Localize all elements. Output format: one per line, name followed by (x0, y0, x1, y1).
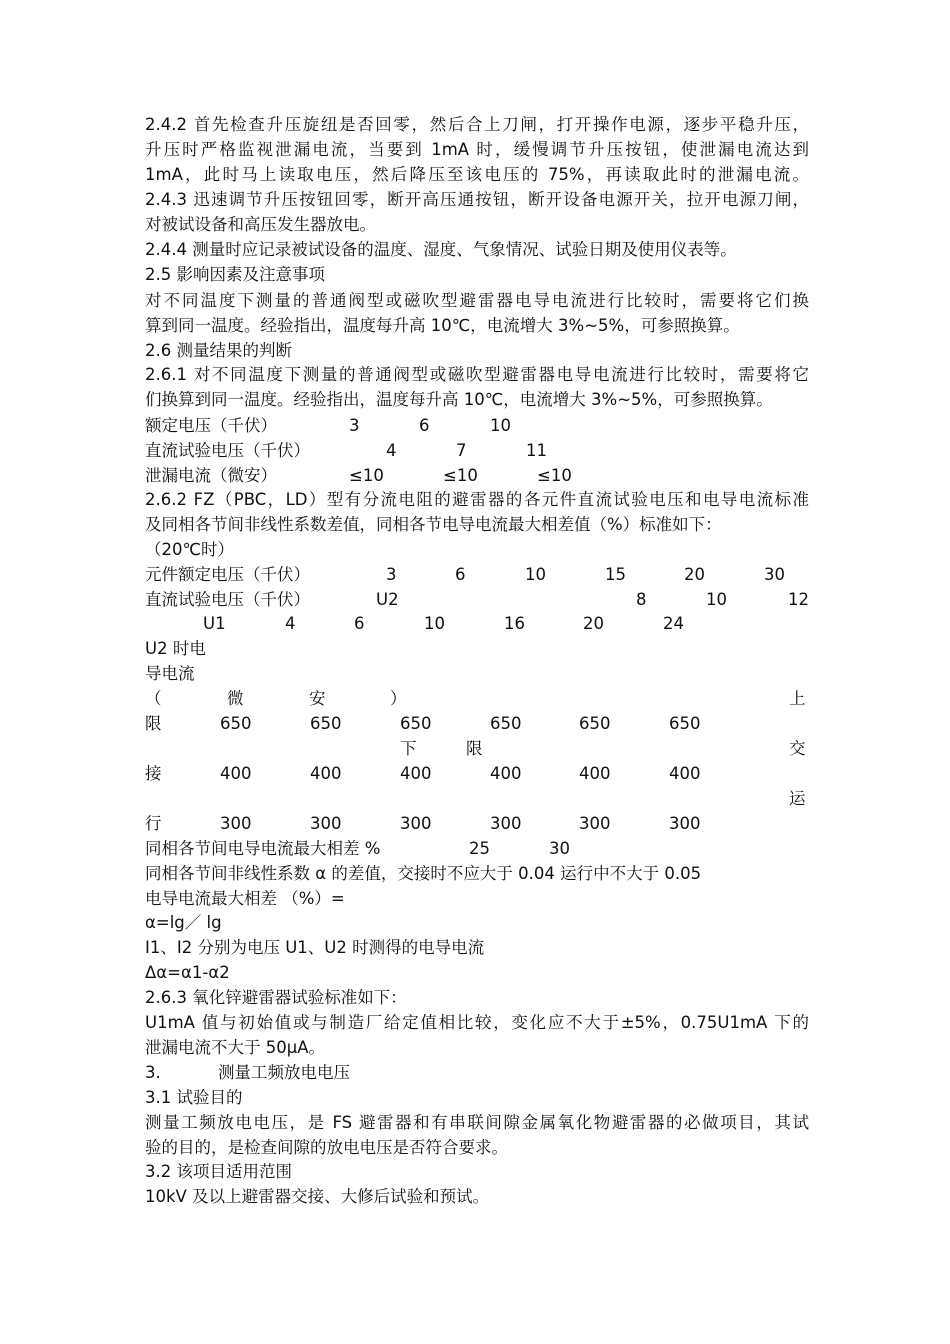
table2-row-operation (0, 811, 950, 836)
table2-cell: 650 (669, 714, 701, 733)
table2-cell: 16 (504, 614, 525, 633)
table2-cell: 24 (663, 614, 684, 633)
table2-cell: 12 (788, 590, 809, 609)
table2-lower-char: 限 (466, 739, 483, 758)
table2-unit-char: 微 (227, 689, 244, 708)
formula-alpha: α=lg／ lg (145, 913, 222, 932)
table2-cell: 25 (469, 839, 490, 858)
table1-cell: 7 (456, 441, 467, 460)
table2-row-label: 行 (145, 814, 162, 833)
table2-row-lower-limit-label (0, 736, 950, 761)
table2-row-label: 限 (145, 714, 162, 733)
table2-cell: 20 (684, 565, 705, 584)
table1-cell: 10 (490, 416, 511, 435)
table2-cell: 6 (354, 614, 365, 633)
table1-row-dc-test-voltage (0, 438, 950, 463)
paragraph-2-5-line: 对不同温度下测量的普通阀型或磁吹型避雷器电导电流进行比较时，需要将它们换 (145, 291, 809, 310)
table2-cell: 8 (636, 590, 647, 609)
table1-row-label: 额定电压（千伏） (145, 416, 277, 435)
table2-unit-char: （ (145, 689, 162, 708)
table2-row-handover (0, 761, 950, 786)
table2-cell: 6 (455, 565, 466, 584)
table2-cell: 300 (669, 814, 701, 833)
table1-row-label: 泄漏电流（微安） (145, 466, 277, 485)
paragraph-max-difference: 电导电流最大相差 （%）= (145, 889, 345, 908)
table2-unit-char: ） (390, 689, 407, 708)
table2-cell: 650 (220, 714, 252, 733)
table2-row-upper-limit (0, 711, 950, 736)
table2-cell: 300 (400, 814, 432, 833)
heading-3-1: 3.1 试验目的 (145, 1088, 243, 1107)
paragraph-2-4-2-line: 1mA，此时马上读取电压，然后降压至该电压的 75%，再读取此时的泄漏电流。 (145, 165, 809, 184)
table2-cell: 10 (525, 565, 546, 584)
table1-cell: 6 (419, 416, 430, 435)
heading-3-2: 3.2 该项目适用范围 (145, 1162, 292, 1181)
table2-cell: 4 (285, 614, 296, 633)
paragraph-alpha-difference: 同相各节间非线性系数 α 的差值，交接时不应大于 0.04 运行中不大于 0.05 (145, 864, 702, 883)
table2-row-max-difference (0, 836, 950, 861)
table2-cell: 300 (490, 814, 522, 833)
paragraph-2-4-4: 2.4.4 测量时应记录被试设备的温度、湿度、气象情况、试验日期及使用仪表等。 (145, 240, 737, 259)
table1-row-rated-voltage (0, 413, 950, 438)
heading-2-6: 2.6 测量结果的判断 (145, 341, 292, 360)
table2-lower-char: 下 (400, 739, 417, 758)
paragraph-3-1-line: 验的目的，是检查间隙的放电电压是否符合要求。 (145, 1138, 508, 1157)
table2-cell: 300 (579, 814, 611, 833)
paragraph-2-4-3-line: 对被试设备和高压发生器放电。 (145, 215, 376, 234)
table1-row-label: 直流试验电压（千伏） (145, 441, 310, 460)
table2-cell: 20 (583, 614, 604, 633)
paragraph-2-6-2-line: 及同相各节间非线性系数差值，同相各节电导电流最大相差值（%）标准如下： (145, 515, 722, 534)
paragraph-2-5-line: 算到同一温度。经验指出，温度每升高 10℃，电流增大 3%~5%，可参照换算。 (145, 316, 740, 335)
table1-cell: 11 (526, 441, 547, 460)
table2-cell: 3 (386, 565, 397, 584)
table2-row-dc-test-voltage (0, 587, 950, 612)
paragraph-2-4-3-line: 2.4.3 迅速调节升压按钮回零，断开高压通按钮，断开设备电源开关，拉开电源刀闸， (145, 190, 809, 209)
table2-cell: 15 (605, 565, 626, 584)
table2-cell: 400 (669, 764, 701, 783)
table1-cell: ≤10 (349, 466, 384, 485)
table2-cell: 30 (549, 839, 570, 858)
formula-delta-alpha: Δα=α1-α2 (145, 963, 230, 982)
paragraph-2-6-1-line: 们换算到同一温度。经验指出，温度每升高 10℃，电流增大 3%~5%，可参照换算。 (145, 390, 773, 409)
table2-lower-char: 交 (789, 739, 806, 758)
table2-row-label: 元件额定电压（千伏） (145, 565, 310, 584)
table2-cell: 650 (310, 714, 342, 733)
paragraph-2-6-2-line: 2.6.2 FZ（PBC，LD）型有分流电阻的避雷器的各元件直流试验电压和电导电流标准 (145, 490, 809, 509)
table2-cell: 650 (579, 714, 611, 733)
table2-cell: 10 (424, 614, 445, 633)
table1-cell: 4 (386, 441, 397, 460)
table2-row-unit (0, 686, 950, 711)
table2-u1-label: U1 (203, 614, 226, 633)
table2-row-label: 同相各节间电导电流最大相差 % (145, 839, 381, 858)
table1-cell: ≤10 (537, 466, 572, 485)
table2-cell: 400 (579, 764, 611, 783)
heading-2-5: 2.5 影响因素及注意事项 (145, 265, 325, 284)
table2-cell: 400 (310, 764, 342, 783)
table2-cell: 300 (220, 814, 252, 833)
table2-cell: 650 (400, 714, 432, 733)
paragraph-2-6-3-line: U1mA 值与初始值或与制造厂给定值相比较，变化应不大于±5%，0.75U1mA 下的 (145, 1013, 809, 1032)
paragraph-3-1-line: 测量工频放电电压，是 FS 避雷器和有串联间隙金属氧化物避雷器的必做项目，其试 (145, 1113, 809, 1132)
table2-u2-current-label: U2 时电 (145, 639, 206, 658)
table1-cell: 3 (349, 416, 360, 435)
paragraph-current-definition: I1、I2 分别为电压 U1、U2 时测得的电导电流 (145, 938, 485, 957)
paragraph-2-4-2-line: 升压时严格监视泄漏电流，当要到 1mA 时，缓慢调节升压按钮，使泄漏电流达到 (145, 140, 809, 159)
table2-cell: 300 (310, 814, 342, 833)
paragraph-2-4-2-line: 2.4.2 首先检查升压旋纽是否回零，然后合上刀闸，打开操作电源，逐步平稳升压， (145, 115, 809, 134)
table2-run-char: 运 (789, 789, 806, 808)
table2-u2-current-label: 导电流 (145, 664, 195, 683)
heading-3-title: 测量工频放电电压 (218, 1063, 350, 1082)
table2-cell: 10 (706, 590, 727, 609)
table2-u2-label: U2 (376, 590, 399, 609)
table2-cell: 400 (490, 764, 522, 783)
table2-cell: 650 (490, 714, 522, 733)
paragraph-3-2: 10kV 及以上避雷器交接、大修后试验和预试。 (145, 1187, 490, 1206)
heading-2-6-3: 2.6.3 氧化锌避雷器试验标准如下： (145, 988, 407, 1007)
table2-unit-char: 安 (309, 689, 326, 708)
paragraph-2-6-1-line: 2.6.1 对不同温度下测量的普通阀型或磁吹型避雷器电导电流进行比较时，需要将它 (145, 365, 809, 384)
paragraph-2-6-2-note: （20℃时） (145, 540, 235, 559)
table2-row-label: 直流试验电压（千伏） (145, 590, 310, 609)
table1-row-leakage-current (0, 463, 950, 488)
table2-cell: 400 (400, 764, 432, 783)
table2-row-rated-voltage (0, 562, 950, 587)
table2-unit-char: 上 (789, 689, 806, 708)
table1-cell: ≤10 (443, 466, 478, 485)
table2-cell: 400 (220, 764, 252, 783)
table2-cell: 30 (764, 565, 785, 584)
table2-row-u1 (0, 611, 950, 636)
table2-row-label: 接 (145, 764, 162, 783)
heading-3-number: 3. (145, 1063, 161, 1082)
paragraph-2-6-3-line: 泄漏电流不大于 50μA。 (145, 1038, 326, 1057)
